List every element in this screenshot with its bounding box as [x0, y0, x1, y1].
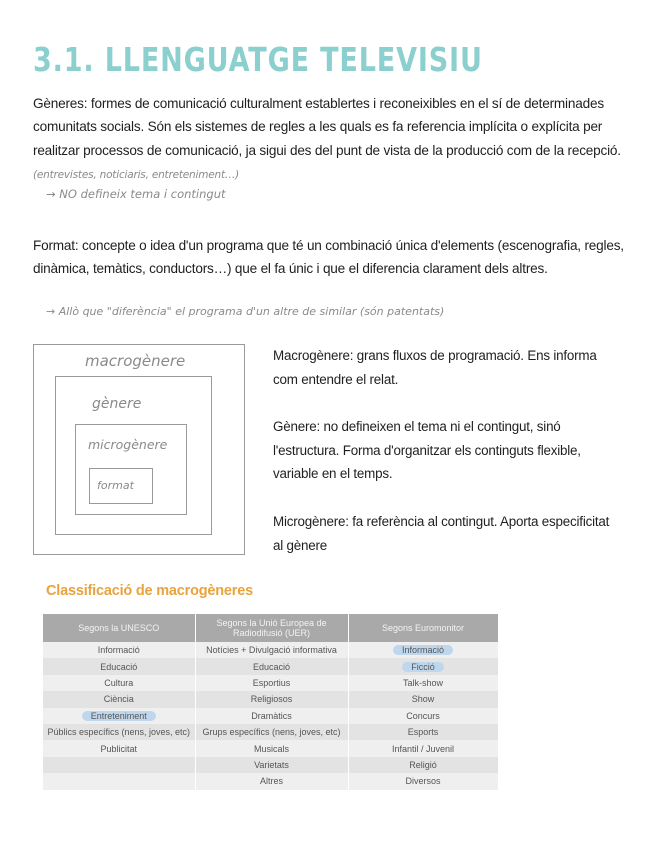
- table-row: [43, 757, 498, 773]
- cell-unesco: Publicitat: [43, 740, 195, 756]
- cell-unesco: Cultura: [43, 675, 195, 691]
- table-row: [43, 642, 498, 658]
- cell-unesco: [43, 773, 195, 789]
- table-row: [43, 724, 498, 740]
- generes-paragraph: [33, 92, 628, 187]
- microgenere-definition: Microgènere: fa referència al contingut. Aporta especificitat al gènere: [273, 514, 610, 553]
- page-title: 3.1. LLENGUATGE TELEVISIU: [33, 40, 483, 79]
- cell-unesco: [43, 757, 195, 773]
- header-uer: Segons la Unió Europea de Radiodifusió (UER): [195, 614, 348, 642]
- table-row: [43, 740, 498, 756]
- cell-euromonitor: [348, 642, 498, 658]
- table-row: [43, 773, 498, 789]
- cell-euromonitor: Concurs: [348, 708, 498, 724]
- cell-uer: Grups específics (nens, joves, etc): [195, 724, 348, 740]
- macrogenere-definition: Macrogènere: grans fluxos de programació. Ens informa com entendre el relat.: [273, 348, 597, 387]
- cell-euromonitor: Diversos: [348, 773, 498, 789]
- cell-euromonitor: Talk-show: [348, 675, 498, 691]
- table-row: [43, 658, 498, 674]
- cell-unesco: Públics específics (nens, joves, etc): [43, 724, 195, 740]
- cell-unesco: Informació: [43, 642, 195, 658]
- format-paragraph: Format: concepte o idea d'un programa que té un combinació única d'elements (escenografia, regles, dinàmica, temàtics, conductors…) que el fa únic i que el diferencia clarament dels altres.: [33, 238, 624, 277]
- header-euromonitor: Segons Euromonitor: [348, 614, 498, 642]
- cell-uer: Musicals: [195, 740, 348, 756]
- generes-handwritten-examples: (entrevistes, noticiaris, entreteniment…): [33, 168, 240, 181]
- cell-uer: Esportius: [195, 675, 348, 691]
- cell-uer: Altres: [195, 773, 348, 789]
- cell-uer: Notícies + Divulgació informativa: [195, 642, 348, 658]
- highlighted-cell-text: Ficció: [402, 662, 444, 672]
- generes-handwritten-note: → NO defineix tema i contingut: [46, 187, 226, 201]
- highlighted-cell-text: Informació: [393, 645, 453, 655]
- cell-uer: Varietats: [195, 757, 348, 773]
- table-row: [43, 675, 498, 691]
- cell-euromonitor: [348, 658, 498, 674]
- table-row: [43, 691, 498, 707]
- generes-definition: Gèneres: formes de comunicació culturalment establertes i reconeixibles en el sí de determinades comunitats socials. Són els sistemes de regles a les quals es fa referencia implícita o explícita per realitzar processos de comunicació, ja sigui des del punt de vista de la producció com de la recepció.: [33, 96, 621, 158]
- classification-table: [43, 614, 499, 790]
- cell-euromonitor: Show: [348, 691, 498, 707]
- cell-unesco: [43, 708, 195, 724]
- genere-definition: Gènere: no defineixen el tema ni el contingut, sinó l'estructura. Forma d'organitzar els continguts flexible, variable en el temps.: [273, 419, 581, 482]
- cell-uer: Educació: [195, 658, 348, 674]
- cell-euromonitor: Esports: [348, 724, 498, 740]
- table-header-row: [43, 614, 498, 642]
- genere-label: gènere: [92, 396, 142, 412]
- microgenere-label: microgènere: [88, 437, 168, 452]
- cell-uer: Dramàtics: [195, 708, 348, 724]
- cell-unesco: Ciència: [43, 691, 195, 707]
- cell-unesco: Educació: [43, 658, 195, 674]
- cell-euromonitor: Religió: [348, 757, 498, 773]
- macrogenere-label: macrogènere: [85, 352, 186, 370]
- highlighted-cell-text: Entreteniment: [82, 711, 156, 721]
- classification-title: Classificació de macrogèneres: [46, 583, 253, 599]
- table-row: [43, 708, 498, 724]
- cell-uer: Religiosos: [195, 691, 348, 707]
- format-label: format: [97, 479, 134, 492]
- format-handwritten-note: → Allò que "diferència" el programa d'un altre de similar (són patentats): [46, 305, 445, 318]
- cell-euromonitor: Infantil / Juvenil: [348, 740, 498, 756]
- header-unesco: Segons la UNESCO: [43, 614, 195, 642]
